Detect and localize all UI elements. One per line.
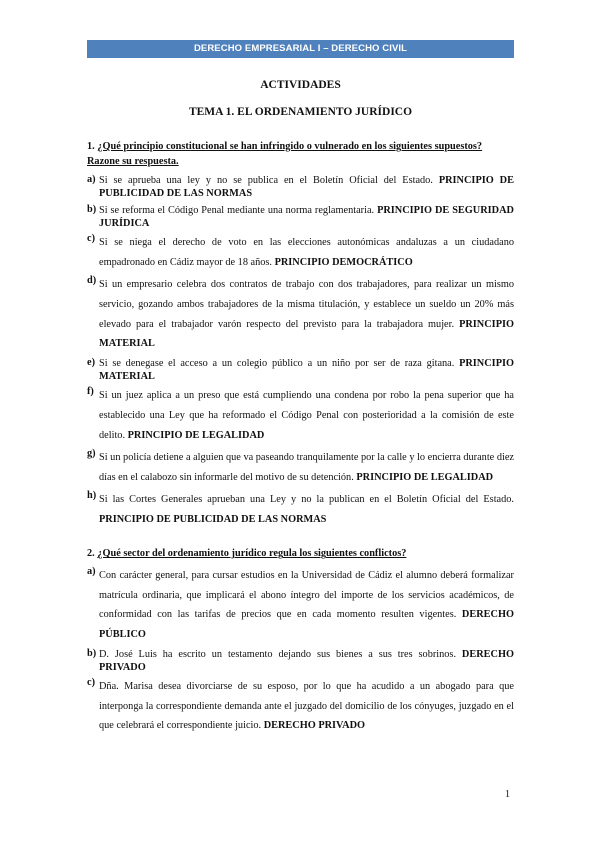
item-label: b) — [87, 203, 97, 215]
activities-title: ACTIVIDADES — [260, 79, 341, 91]
question-1-item-g — [87, 448, 514, 487]
item-body — [99, 233, 514, 272]
question-1-item-e — [87, 357, 514, 384]
item-text: Si se aprueba una ley y no se publica en el Boletín Oficial del Estado. — [99, 174, 433, 186]
item-body — [99, 490, 514, 529]
item-answer: PRINCIPIO DE PUBLICIDAD DE LAS NORMAS — [99, 513, 327, 525]
item-label: b) — [87, 647, 97, 659]
item-label: c) — [87, 233, 95, 245]
question-2-number: 2. — [87, 548, 95, 560]
question-1-item-a — [87, 174, 514, 201]
question-1-item-h — [87, 490, 514, 529]
item-answer: PRINCIPIO DE LEGALIDAD — [127, 429, 265, 441]
question-2-heading — [87, 547, 514, 562]
question-1-item-b — [87, 204, 514, 231]
item-body — [99, 648, 514, 675]
item-text: D. José Luis ha escrito un testamento dejando sus bienes a sus tres sobrinos. — [99, 648, 457, 660]
item-label: a) — [87, 173, 96, 185]
question-2-text: ¿Qué sector del ordenamiento jurídico regula los siguientes conflictos? — [97, 548, 407, 560]
item-body — [99, 386, 514, 445]
item-label: e) — [87, 356, 95, 368]
item-label: h) — [87, 490, 97, 502]
item-text: Si se reforma el Código Penal mediante una norma reglamentaria. — [99, 204, 375, 216]
document-header-banner: DERECHO EMPRESARIAL I – DERECHO CIVIL — [87, 40, 514, 58]
item-label: a) — [87, 566, 96, 578]
item-body — [99, 357, 514, 384]
question-1-item-f — [87, 386, 514, 445]
page-number: 1 — [505, 789, 510, 800]
document-body — [87, 140, 514, 739]
item-body — [99, 448, 514, 487]
item-label: f) — [87, 386, 94, 398]
question-1-number: 1. — [87, 141, 95, 152]
question-2-item-c — [87, 677, 514, 736]
item-text: Con carácter general, para cursar estudios en la Universidad de Cádiz el alumno deberá formalizar matrícula ordinaria, que implicará el abono íntegro del importe de los servicios académicos, de conformidad con las tarifas de precios que en cada momento resulten vigentes. — [99, 570, 514, 621]
item-text: Si un juez aplica a un preso que está cumpliendo una condena por robo la pena superior que ha establecido una Ley que ha reformado el Código Penal con posterioridad a la comisión de este delito. — [99, 390, 514, 441]
question-1-text: ¿Qué principio constitucional se han infringido o vulnerado en los siguientes supuestos? Razone su respuesta. — [87, 141, 483, 167]
topic-title: TEMA 1. EL ORDENAMIENTO JURÍDICO — [188, 106, 413, 118]
item-label: d) — [87, 275, 97, 287]
item-label: g) — [87, 448, 96, 460]
item-body — [99, 275, 514, 353]
question-1-item-d — [87, 275, 514, 353]
item-answer: DERECHO PÚBLICO — [99, 609, 514, 641]
question-1-item-c — [87, 233, 514, 272]
item-text: Si las Cortes Generales aprueban una Ley y no la publican en el Boletín Oficial del Estado. — [99, 494, 514, 506]
item-answer: PRINCIPIO MATERIAL — [99, 357, 514, 383]
item-answer: PRINCIPIO MATERIAL — [99, 318, 514, 350]
question-1-heading — [87, 140, 514, 170]
item-answer: PRINCIPIO DE PUBLICIDAD DE LAS NORMAS — [99, 174, 514, 200]
item-answer: DERECHO PRIVADO — [263, 720, 366, 732]
item-answer: PRINCIPIO DEMOCRÁTICO — [274, 256, 413, 268]
item-answer: DERECHO PRIVADO — [99, 648, 514, 673]
item-label: c) — [87, 677, 95, 689]
item-body — [99, 174, 514, 201]
item-text: Dña. Marisa desea divorciarse de su esposo, por lo que ha acudido a un abogado para que interponga la correspondiente demanda ante el juzgado del domicilio de los cónyuges, juzgado en el que celebrará el correspondiente juicio. — [99, 681, 514, 732]
question-2-item-a — [87, 566, 514, 644]
item-answer: PRINCIPIO DE SEGURIDAD JURÍDICA — [99, 204, 514, 229]
item-body — [99, 204, 514, 231]
item-text: Si se niega el derecho de voto en las elecciones autonómicas andaluzas a un ciudadano empadronado en Cádiz mayor de 18 años. — [99, 237, 514, 268]
item-text: Si se denegase el acceso a un colegio público a un niño por ser de raza gitana. — [99, 357, 455, 369]
item-body — [99, 566, 514, 644]
question-2-item-b — [87, 648, 514, 675]
item-body — [99, 677, 514, 736]
item-answer: PRINCIPIO DE LEGALIDAD — [356, 471, 494, 483]
item-text: Si un policía detiene a alguien que va paseando tranquilamente por la calle y lo encierra durante diez días en el calabozo sin informarle del motivo de su detención. — [99, 452, 514, 483]
item-text: Si un empresario celebra dos contratos de trabajo con dos trabajadores, para realizar un mismo servicio, gozando ambos trabajadores de la misma titulación, y establece un sueldo un 20% más elevado para el trabajador varón respecto del previsto para la trabajadora mujer. — [99, 279, 514, 330]
